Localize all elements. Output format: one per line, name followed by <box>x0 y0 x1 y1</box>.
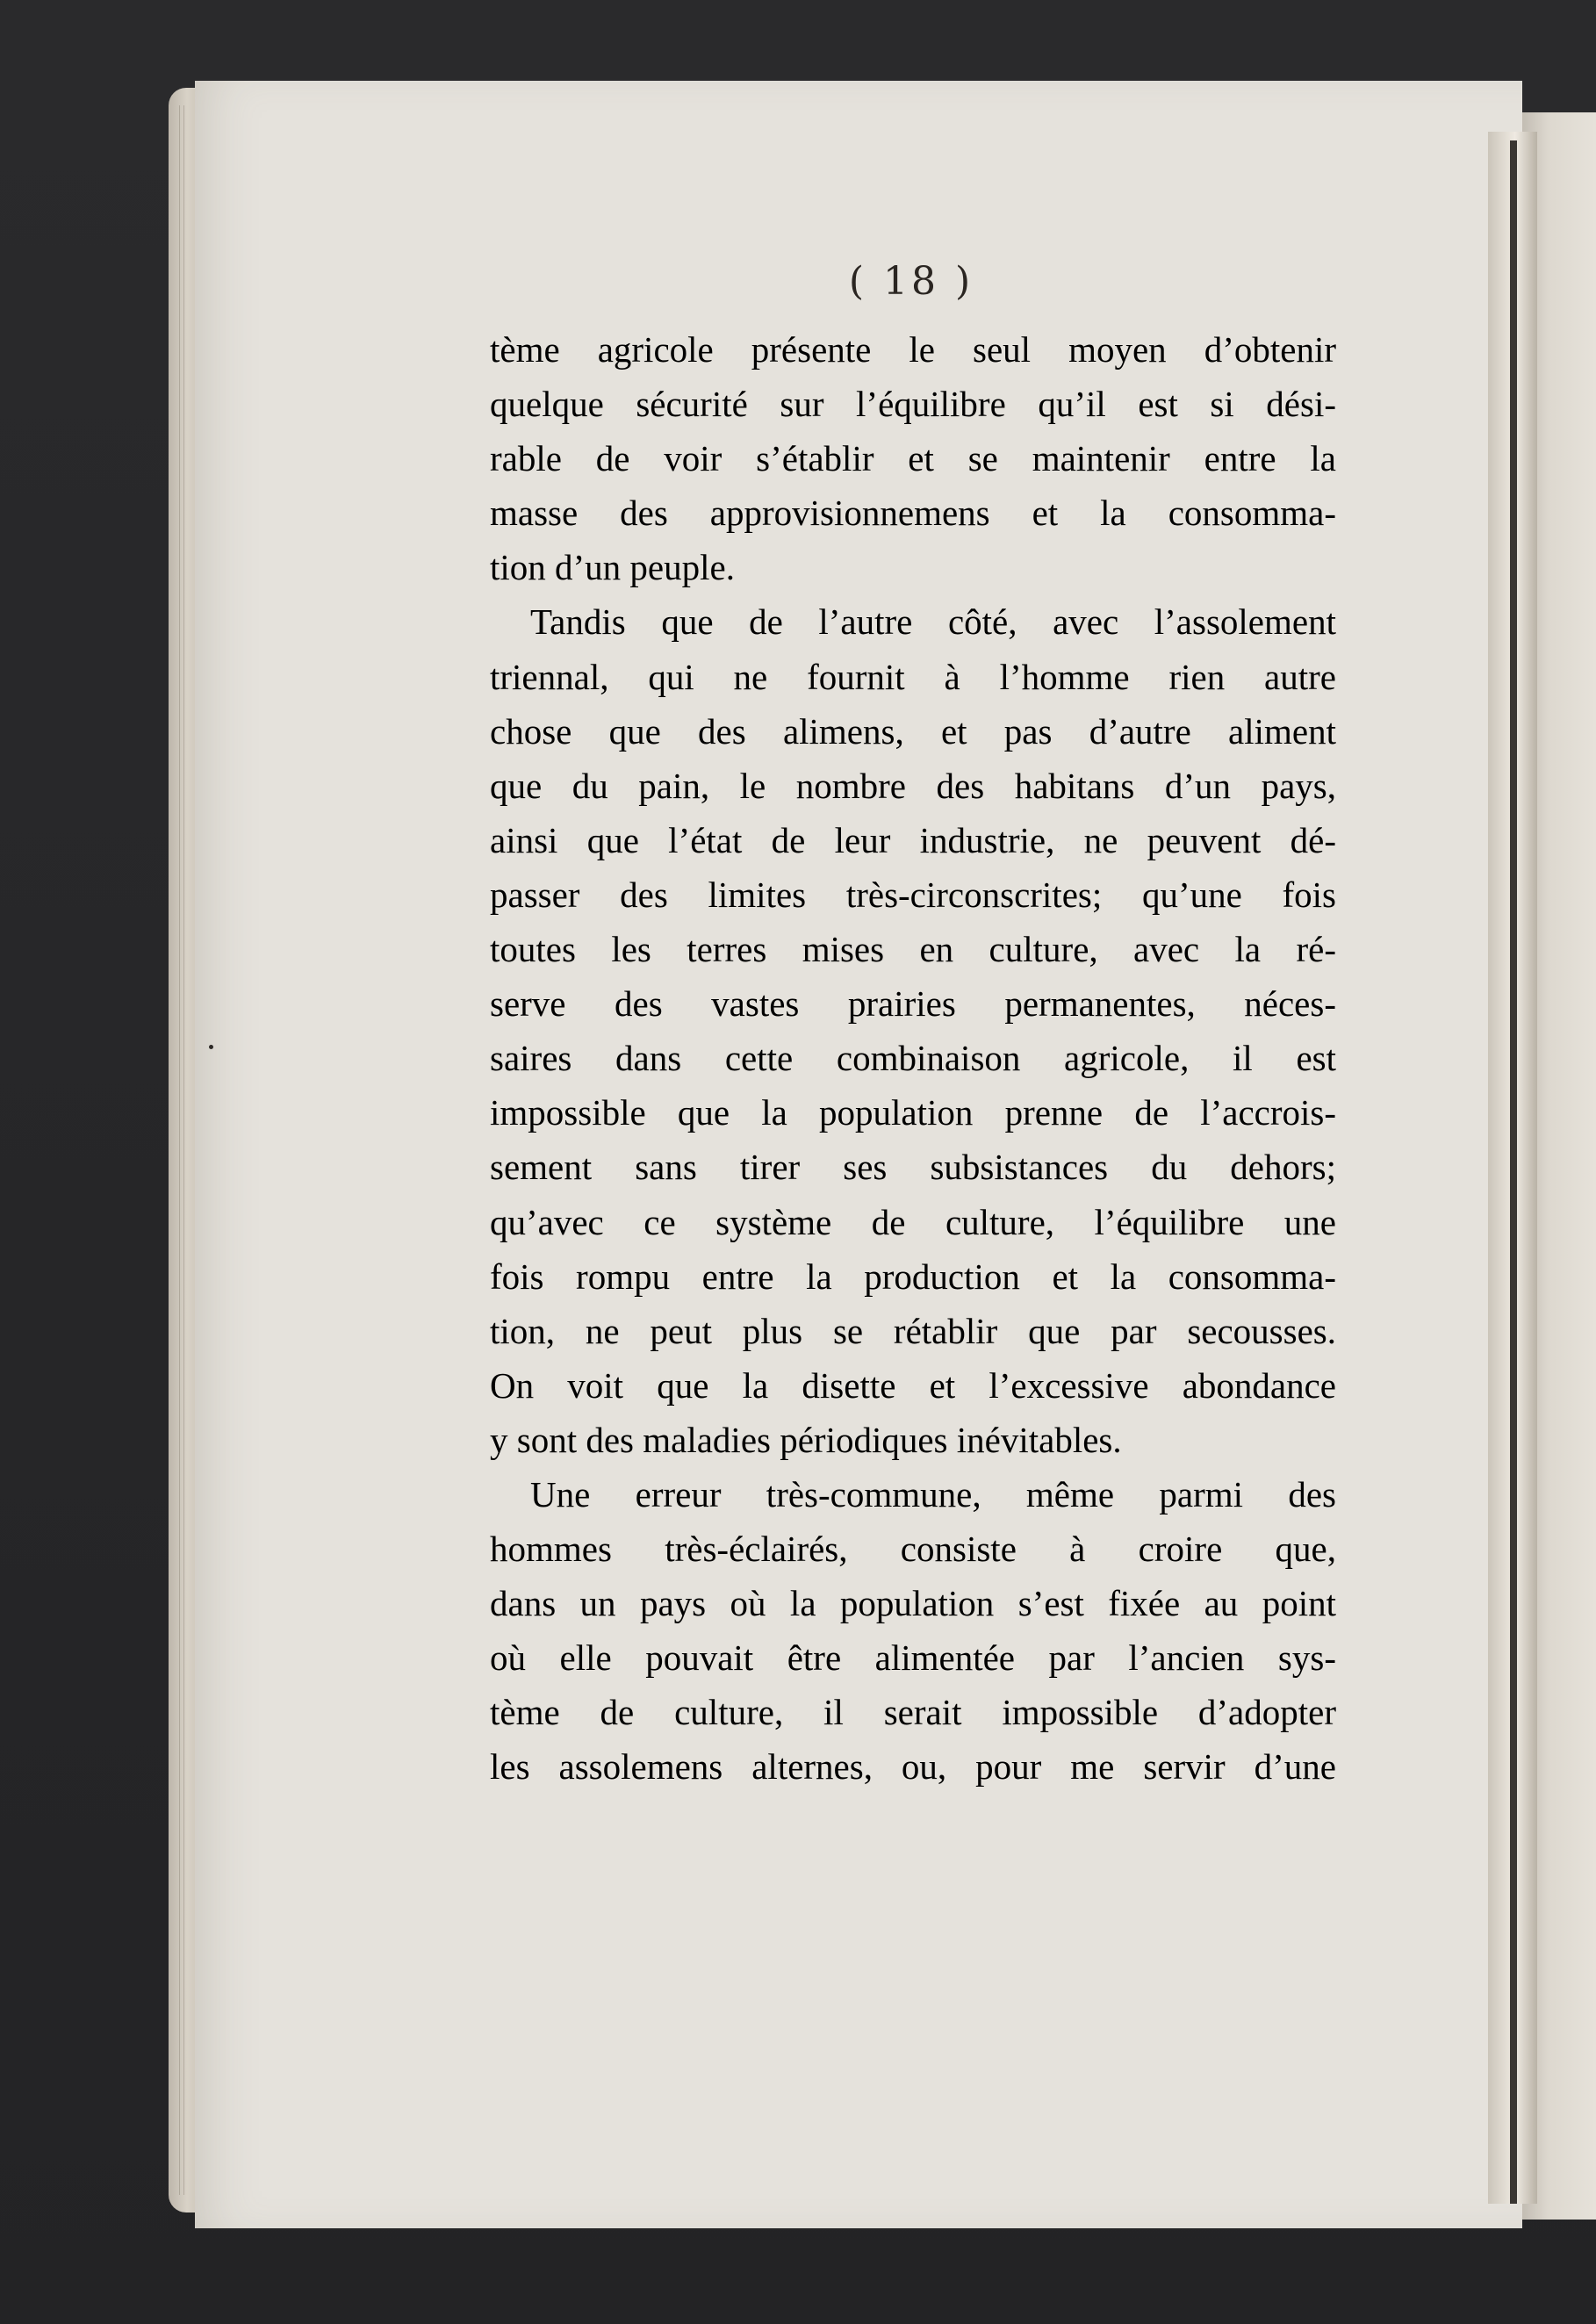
text-line: qu’avec ce système de culture, l’équilibre une <box>490 1201 1336 1242</box>
text-line: saires dans cette combinaison agricole, il est <box>490 1038 1336 1079</box>
text-line: dans un pays où la population s’est fixée au point <box>490 1583 1336 1624</box>
text-line: fois rompu entre la production et la consomma- <box>490 1256 1336 1297</box>
text-line: tion, ne peut plus se rétablir que par secousses. <box>490 1310 1336 1351</box>
text-line: hommes très-éclairés, consiste à croire que, <box>490 1529 1336 1570</box>
text-line: impossible que la population prenne de l’accrois- <box>490 1092 1336 1133</box>
text-line: chose que des alimens, et pas d’autre aliment <box>490 710 1336 752</box>
paragraph-start-line: Une erreur très-commune, même parmi des <box>530 1473 1336 1515</box>
paragraph-start-line: Tandis que de l’autre côté, avec l’assolement <box>530 601 1336 643</box>
text-line: rable de voir s’établir et se maintenir entre la <box>490 438 1336 479</box>
text-line: serve des vastes prairies permanentes, néces- <box>490 983 1336 1025</box>
text-line: que du pain, le nombre des habitans d’un pays, <box>490 765 1336 806</box>
text-line: masse des approvisionnemens et la consomma- <box>490 493 1336 534</box>
text-line: sement sans tirer ses subsistances du dehors; <box>490 1147 1336 1188</box>
text-line: où elle pouvait être alimentée par l’ancien sys- <box>490 1637 1336 1679</box>
body-text <box>490 322 1336 1795</box>
text-line: y sont des maladies périodiques inévitables. <box>490 1419 1122 1460</box>
text-line: tème agricole présente le seul moyen d’obtenir <box>490 329 1336 370</box>
text-line: ainsi que l’état de leur industrie, ne peuvent dé- <box>490 819 1336 860</box>
text-line: toutes les terres mises en culture, avec la ré- <box>490 929 1336 970</box>
text-line: tion d’un peuple. <box>490 547 735 588</box>
text-line: triennal, qui ne fournit à l’homme rien autre <box>490 656 1336 697</box>
page-number: ( 18 ) <box>848 259 974 304</box>
gutter-shadow <box>1510 140 1517 2204</box>
text-line: passer des limites très-circonscrites; qu’une fois <box>490 874 1336 915</box>
text-line: On voit que la disette et l’excessive abondance <box>490 1364 1336 1406</box>
text-line: quelque sécurité sur l’équilibre qu’il est si dési- <box>490 384 1336 425</box>
text-line: les assolemens alternes, ou, pour me servir d’une <box>490 1746 1336 1788</box>
text-line: tème de culture, il serait impossible d’adopter <box>490 1692 1336 1733</box>
ink-speck <box>209 1045 213 1049</box>
